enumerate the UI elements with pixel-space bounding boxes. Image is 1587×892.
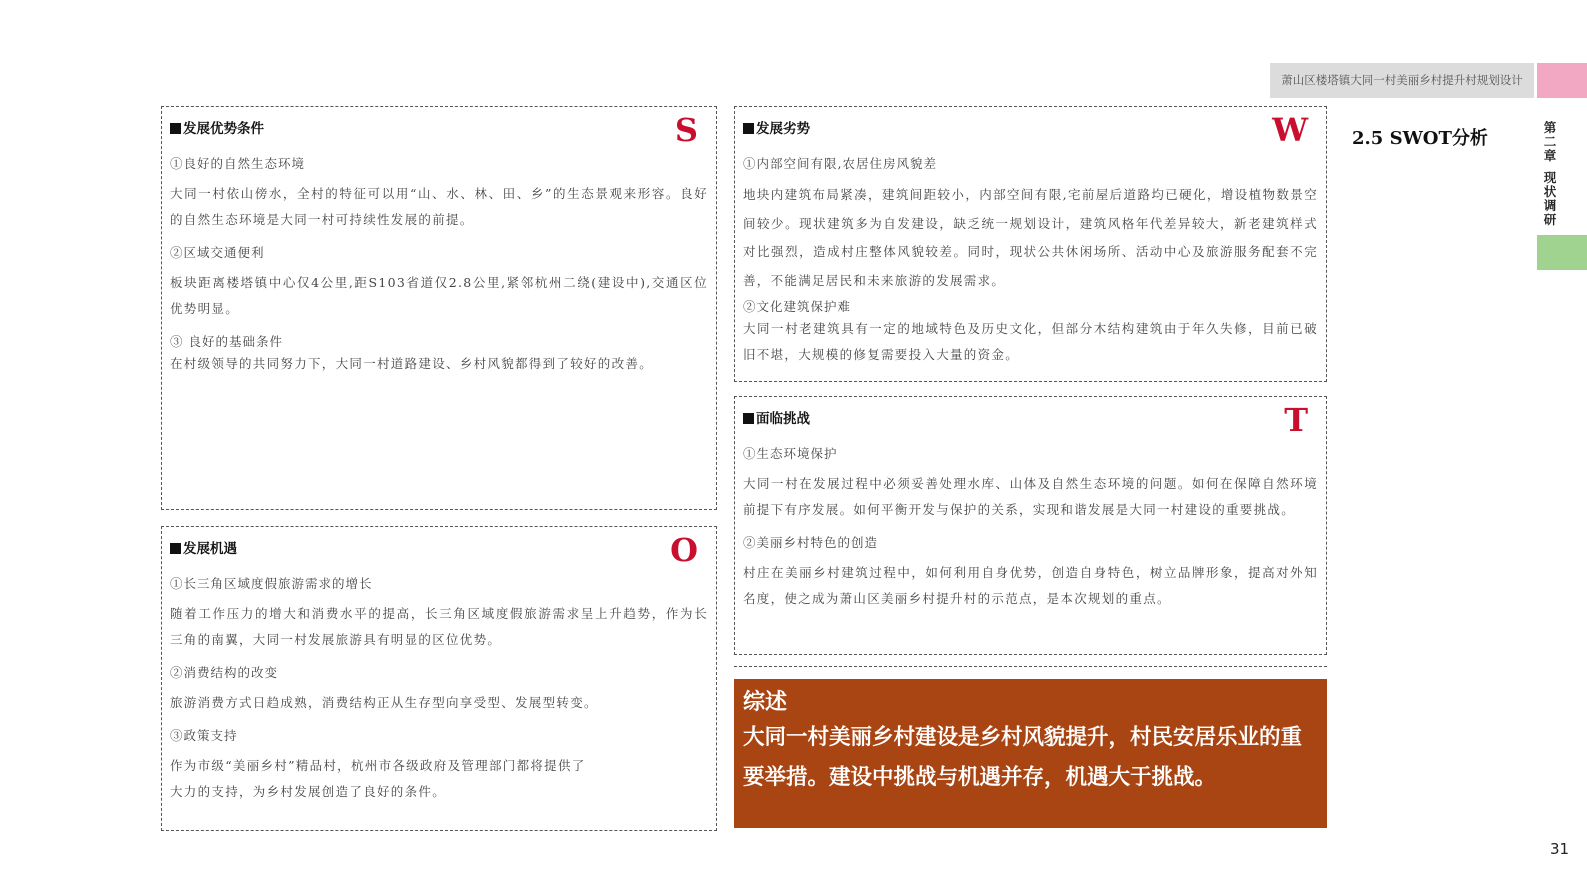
chapter-label <box>1540 121 1560 227</box>
chapter-char: 调 <box>1543 198 1557 213</box>
panel-heading <box>743 407 1318 427</box>
item-text: 大力的支持，为乡村发展创造了良好的条件。 <box>170 784 447 799</box>
chapter-char: 研 <box>1543 212 1557 227</box>
item-text: 村庄在美丽乡村建筑过程中，如何利用自身优势，创造自身特色，树立品牌形象，提高对外知名度，使之成为萧山区美丽乡村提升村的示范点，是本次规划的重点。 <box>743 565 1318 606</box>
item-text: 大同一村老建筑具有一定的地域特色及历史文化，但部分木结构建筑由于年久失修，目前已破旧不堪，大规模的修复需要投入大量的资金。 <box>743 321 1318 362</box>
heading-text: 发展劣势 <box>756 121 810 137</box>
panel-heading <box>170 537 708 557</box>
item-subtitle: ②消费结构的改变 <box>170 665 279 680</box>
item-subtitle: ①长三角区域度假旅游需求的增长 <box>170 576 373 591</box>
heading-text: 面临挑战 <box>756 411 810 427</box>
square-bullet-icon <box>170 123 181 134</box>
page-number: 31 <box>1550 840 1570 858</box>
square-bullet-icon <box>170 543 181 554</box>
item-subtitle: ①良好的自然生态环境 <box>170 156 306 171</box>
item-text: 大同一村在发展过程中必须妥善处理水库、山体及自然生态环境的问题。如何在保障自然环境前提下有序发展。如何平衡开发与保护的关系，实现和谐发展是大同一村建设的重要挑战。 <box>743 476 1318 517</box>
chapter-char: 二 <box>1543 134 1557 149</box>
item-text: 大同一村依山傍水，全村的特征可以用“山、水、林、田、乡”的生态景观来形容。良好的自然生态环境是大同一村可持续性发展的前提。 <box>170 186 708 227</box>
summary-text: 大同一村美丽乡村建设是乡村风貌提升，村民安居乐业的重要举措。建设中挑战与机遇并存，机遇大于挑战。 <box>743 725 1303 790</box>
item-text: 随着工作压力的增大和消费水平的提高，长三角区域度假旅游需求呈上升趋势，作为长三角的南翼，大同一村发展旅游具有明显的区位优势。 <box>170 606 708 647</box>
pink-color-tab <box>1537 63 1587 98</box>
chapter-char: 第 <box>1543 120 1557 135</box>
threats-panel <box>734 396 1327 655</box>
swot-letter: S <box>674 111 698 149</box>
item-subtitle: ③ 良好的基础条件 <box>170 334 283 349</box>
chapter-char: 现 <box>1543 170 1557 185</box>
item-subtitle: ②美丽乡村特色的创造 <box>743 535 879 550</box>
item-text: 在村级领导的共同努力下，大同一村道路建设、乡村风貌都得到了较好的改善。 <box>170 356 654 371</box>
panel-heading <box>170 117 708 137</box>
opportunities-panel <box>161 526 717 831</box>
section-title: 2.5 SWOT分析 <box>1352 128 1488 149</box>
item-text: 板块距离楼塔镇中心仅4公里,距S103省道仅2.8公里,紧邻杭州二绕(建设中),交通区位优势明显。 <box>170 275 708 316</box>
summary-panel <box>734 679 1327 828</box>
square-bullet-icon <box>743 123 754 134</box>
chapter-char: 状 <box>1543 184 1557 199</box>
item-subtitle: ②区域交通便利 <box>170 245 265 260</box>
summary-divider <box>734 666 1327 667</box>
square-bullet-icon <box>743 413 754 424</box>
summary-title: 综述 <box>743 689 788 715</box>
heading-text: 发展机遇 <box>183 541 237 557</box>
swot-letter: O <box>670 531 698 569</box>
item-subtitle: ①生态环境保护 <box>743 446 838 461</box>
weaknesses-panel <box>734 106 1327 382</box>
item-text: 旅游消费方式日趋成熟，消费结构正从生存型向享受型、发展型转变。 <box>170 695 598 710</box>
item-subtitle: ②文化建筑保护难 <box>743 299 852 314</box>
green-color-tab <box>1537 235 1587 270</box>
heading-text: 发展优势条件 <box>183 121 264 137</box>
swot-letter: W <box>1272 111 1308 149</box>
swot-letter: T <box>1284 401 1308 439</box>
strengths-panel <box>161 106 717 510</box>
item-text: 地块内建筑布局紧凑，建筑间距较小，内部空间有限,宅前屋后道路均已硬化，增设植物数景空间较少。现状建筑多为自发建设，缺乏统一规划设计，建筑风格年代差异较大，新老建筑样式对比强烈，造成村庄整体风貌较差。同时，现状公共休闲场所、活动中心及旅游服务配套不完善，不能满足居民和未来旅游的发展需求。 <box>743 187 1318 288</box>
item-subtitle: ①内部空间有限,农居住房风貌差 <box>743 156 937 171</box>
item-text: 作为市级“美丽乡村”精品村，杭州市各级政府及管理部门都将提供了 <box>170 758 586 773</box>
item-subtitle: ③政策支持 <box>170 728 238 743</box>
chapter-char: 章 <box>1543 148 1557 163</box>
project-title: 萧山区楼塔镇大同一村美丽乡村提升村规划设计 <box>1270 63 1534 98</box>
panel-heading <box>743 117 1318 137</box>
